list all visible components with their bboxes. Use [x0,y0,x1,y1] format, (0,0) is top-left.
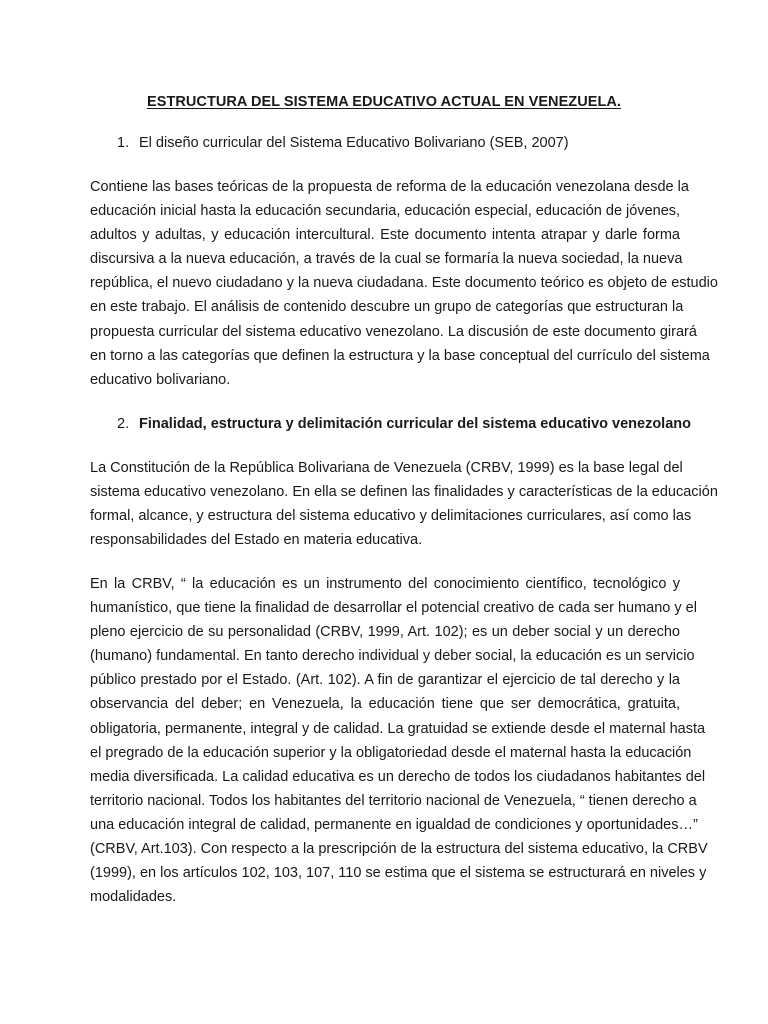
paragraph-line: una educación integral de calidad, permanente en igualdad de condiciones y oportunidades…” [90,816,698,833]
paragraph-line: discursiva a la nueva educación, a través de la cual se formaría la nueva sociedad, la nueva [90,251,683,268]
section-1-heading [117,135,569,151]
section-2-paragraph-2 [90,572,708,909]
paragraph-line: Contiene las bases teóricas de la propuesta de reforma de la educación venezolana desde la [90,179,689,195]
paragraph-line: La Constitución de la República Bolivariana de Venezuela (CRBV, 1999) es la base legal del [90,460,683,476]
paragraph-line: adultos y adultas, y educación intercultural. Este documento intenta atrapar y darle forma [90,227,680,244]
section-2-paragraph-1 [90,456,718,552]
section-2-heading-text: Finalidad, estructura y delimitación curricular del sistema educativo venezolano [139,416,691,432]
paragraph-line: observancia del deber; en Venezuela, la educación tiene que ser democrática, gratuita, [90,696,680,713]
paragraph-line: público prestado por el Estado. (Art. 102). A fin de garantizar el ejercicio de tal derecho y la [90,672,680,689]
paragraph-line: responsabilidades del Estado en materia educativa. [90,532,423,549]
section-1-number: 1. [117,135,130,151]
paragraph-line: sistema educativo venezolano. En ella se definen las finalidades y características de la educación [90,484,718,501]
paragraph-line: en torno a las categorías que definen la estructura y la base conceptual del currículo del sistema [90,347,710,364]
paragraph-line: educación inicial hasta la educación secundaria, educación especial, educación de jóvenes, [90,203,681,220]
paragraph-line: (CRBV, Art.103). Con respecto a la prescripción de la estructura del sistema educativo, la CRBV [90,841,708,858]
paragraph-line: territorio nacional. Todos los habitantes del territorio nacional de Venezuela, “ tienen derecho a [90,792,697,809]
paragraph-line: modalidades. [90,889,177,906]
paragraph-line: educativo bolivariano. [90,371,231,388]
paragraph-line: propuesta curricular del sistema educativo venezolano. La discusión de este documento girará [90,323,697,340]
section-1-paragraph [90,175,718,392]
paragraph-line: media diversificada. La calidad educativa es un derecho de todos los ciudadanos habitantes del [90,768,706,785]
section-2-number: 2. [117,416,130,432]
paragraph-line: humanístico, que tiene la finalidad de desarrollar el potencial creativo de cada ser humano y el [90,600,697,617]
paragraph-line: el pregrado de la educación superior y la obligatoriedad desde el maternal hasta la educación [90,744,692,761]
paragraph-line: pleno ejercicio de su personalidad (CRBV, 1999, Art. 102); es un deber social y un derecho [90,624,680,641]
paragraph-line: en este trabajo. El análisis de contenido descubre un grupo de categorías que estructuran la [90,299,684,316]
document-title: ESTRUCTURA DEL SISTEMA EDUCATIVO ACTUAL EN VENEZUELA. [147,94,621,110]
section-2-heading [117,416,691,432]
paragraph-line: república, el nuevo ciudadano y la nueva ciudadana. Este documento teórico es objeto de estudio [90,275,718,292]
paragraph-line: En la CRBV, “ la educación es un instrumento del conocimiento científico, tecnológico y [90,576,680,592]
section-1-heading-text: El diseño curricular del Sistema Educativo Bolivariano (SEB, 2007) [139,135,569,151]
paragraph-line: (humano) fundamental. En tanto derecho individual y deber social, la educación es un servicio [90,648,695,665]
paragraph-line: formal, alcance, y estructura del sistema educativo y delimitaciones curriculares, así como las [90,508,692,525]
paragraph-line: obligatoria, permanente, integral y de calidad. La gratuidad se extiende desde el maternal hasta [90,720,706,737]
paragraph-line: (1999), en los artículos 102, 103, 107, 110 se estima que el sistema se estructurará en niveles y [90,865,707,882]
